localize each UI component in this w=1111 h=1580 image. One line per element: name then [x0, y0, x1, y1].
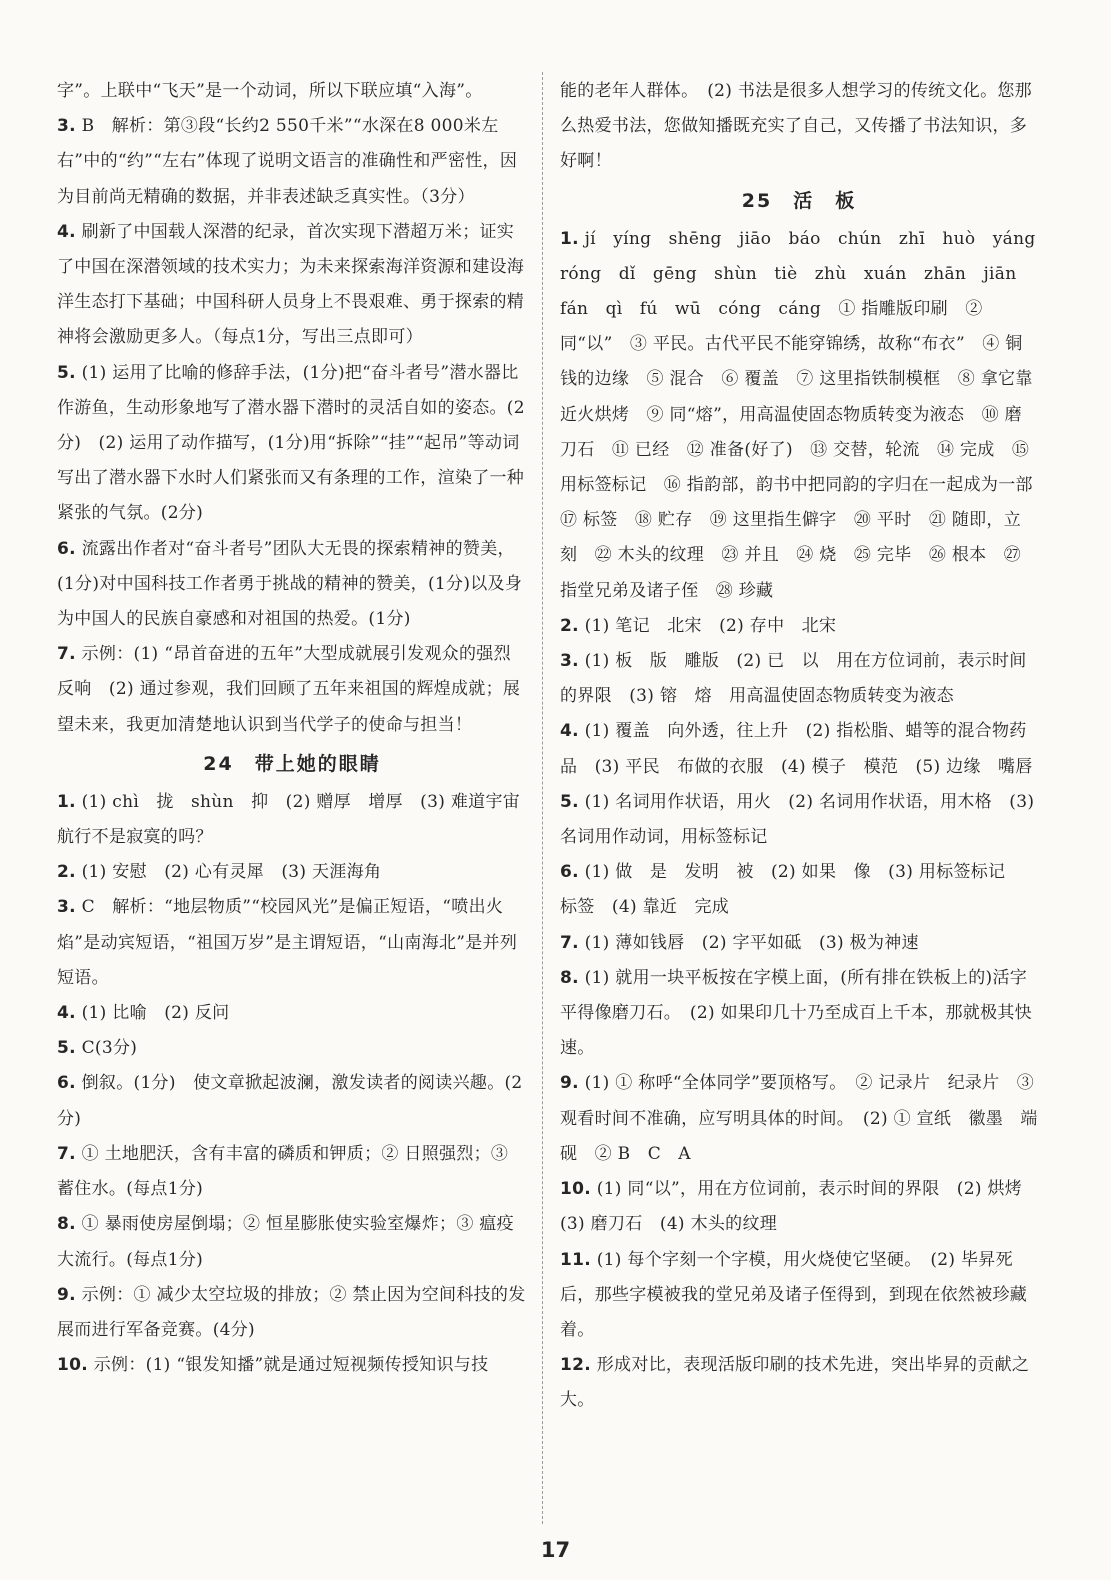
- answer-item: [57, 1348, 527, 1383]
- answer-text: 刷新了中国载人深潜的纪录，首次实现下潜超万米；证实了中国在深潜领域的技术实力；为未来探索海洋资源和建设海洋生态打下基础；中国科研人员身上不畏艰难、勇于探索的精神将会激励更多人。（每点1分，写出三点即可）: [57, 221, 525, 348]
- answer-number: 6.: [57, 538, 76, 559]
- answer-text: (1) 比喻 (2) 反问: [81, 1003, 230, 1024]
- answer-item: [57, 1066, 527, 1136]
- answer-item: [57, 1137, 527, 1207]
- answer-item: [57, 890, 527, 996]
- answer-number: 7.: [57, 1143, 76, 1164]
- section-heading: 25 活 板: [741, 189, 857, 212]
- answer-text: (1) 安慰 (2) 心有灵犀 (3) 天涯海角: [81, 862, 382, 883]
- answer-item: [57, 356, 527, 532]
- answer-text: (1) 同“以”，用在方位词前，表示时间的界限 (2) 烘烤 (3) 磨刀石 (4) 木头的纹理: [560, 1179, 1040, 1235]
- answer-text: 流露出作者对“奋斗者号”团队大无畏的探索精神的赞美，(1分)对中国科技工作者勇于挑战的精神的赞美，(1分)以及身为中国人的民族自豪感和对祖国的热爱。(1分): [57, 538, 523, 630]
- answer-item: [57, 1031, 527, 1066]
- right-column: [560, 74, 1053, 1419]
- answer-text: 字”。上联中“飞天”是一个动词，所以下联应填“入海”。: [57, 81, 483, 101]
- left-column: [57, 74, 527, 1383]
- answer-item: [560, 1348, 1038, 1418]
- answer-text: (1) 就用一块平板按在字模上面，(所有排在铁板上的)活字平得像磨刀石。 (2) 如果印几十乃至成百上千本，那就极其快速。: [560, 967, 1032, 1059]
- answer-item: [560, 785, 1038, 855]
- answer-text: 倒叙。(1分) 使文章掀起波澜，激发读者的阅读兴趣。(2分): [57, 1073, 523, 1129]
- answer-number: 4.: [57, 221, 76, 242]
- answer-text: (1) ① 称呼“全体同学”要顶格写。 ② 记录片 纪录片 ③ 观看时间不准确，应写明具体的时间。 (2) ① 宣纸 徽墨 端砚 ② B C A: [560, 1073, 1038, 1164]
- answer-text: C(3分): [81, 1038, 138, 1059]
- answer-text: ① 暴雨使房屋倒塌；② 恒星膨胀使实验室爆炸；③ 瘟疫大流行。(每点1分): [57, 1214, 514, 1270]
- answer-item: [560, 855, 1038, 925]
- answer-item: [57, 637, 527, 743]
- answer-number: 10.: [560, 1179, 592, 1200]
- answer-text: 示例：① 减少太空垃圾的排放；② 禁止因为空间科技的发展而进行军备竞赛。(4分): [57, 1284, 526, 1340]
- answer-text: 能的老年人群体。 (2) 书法是很多人想学习的传统文化。您那么热爱书法，您做知播既充实了自己，又传播了书法知识，多好啊！: [560, 81, 1032, 172]
- answer-item: [57, 532, 527, 638]
- answer-number: 1.: [57, 791, 76, 812]
- answer-number: 7.: [57, 644, 76, 665]
- answer-number: 8.: [57, 1214, 76, 1235]
- answer-number: 6.: [57, 1073, 76, 1094]
- answer-text: (1) 薄如钱唇 (2) 字平如砥 (3) 极为神速: [584, 932, 919, 953]
- answer-item: [560, 74, 1038, 180]
- answer-number: 1.: [560, 228, 579, 249]
- answer-text: jí yíng shēng jiāo báo chún zhī huò yáng róng dǐ gēng shùn tiè zhù xuán zhān jiān fán qì fú wū cóng cáng ① 指雕版印刷 ② 同“以” ③ 平民。古代平民不能穿锦绣，故称“布衣” ④ 铜钱的边缘 ⑤ 混合 ⑥ 覆盖 ⑦ 这里指铁制模框 ⑧ 拿它靠近火烘烤 ⑨ 同“熔”，用高温使固态物质转变为液态 ⑩ 磨刀石 ⑪ 已经 ⑫ 准备(好了) ⑬ 交替，轮流 ⑭ 完成 ⑮ 用标签标记 ⑯ 指韵部，韵书中把同韵的字归在一起成为一部 ⑰ 标签 ⑱ 贮存 ⑲ 这里指生僻字 ⑳ 平时 ㉑ 随即，立刻 ㉒ 木头的纹理 ㉓ 并且 ㉔ 烧 ㉕ 完毕 ㉖ 根本 ㉗ 指堂兄弟及诸子侄 ㉘ 珍藏: [560, 228, 1053, 601]
- answer-item: [57, 1278, 527, 1348]
- answer-item: [57, 215, 527, 356]
- answer-number: 11.: [560, 1249, 592, 1270]
- answer-item: [560, 1172, 1038, 1242]
- answer-number: 9.: [560, 1073, 579, 1094]
- page-number: 17: [540, 1538, 571, 1562]
- section-heading: 24 带上她的眼睛: [203, 752, 381, 775]
- answer-item: [57, 74, 527, 109]
- answer-item: [560, 222, 1053, 609]
- answer-item: [560, 714, 1038, 784]
- answer-number: 5.: [57, 362, 76, 383]
- answer-item: [57, 996, 527, 1031]
- answer-item: [560, 644, 1038, 714]
- answer-number: 4.: [560, 721, 579, 742]
- answer-text: 形成对比，表现活版印刷的技术先进，突出毕昇的贡献之大。: [560, 1355, 1030, 1411]
- answer-text: 示例：(1) “银发知播”就是通过短视频传授知识与技: [93, 1355, 489, 1376]
- answer-text: 示例：(1) “昂首奋进的五年”大型成就展引发观众的强烈反响 (2) 通过参观，我们回顾了五年来祖国的辉煌成就；展望未来，我更加清楚地认识到当代学子的使命与担当！: [57, 644, 521, 735]
- answer-number: 5.: [560, 791, 579, 812]
- answer-item: [560, 961, 1038, 1067]
- answer-number: 12.: [560, 1355, 592, 1376]
- answer-text: (1) 做 是 发明 被 (2) 如果 像 (3) 用标签标记 标签 (4) 靠近 完成: [560, 862, 1023, 918]
- answer-item: [560, 1066, 1038, 1172]
- answer-number: 2.: [560, 615, 579, 636]
- answer-number: 7.: [560, 932, 579, 953]
- answer-item: [560, 926, 1038, 961]
- answer-text: B 解析：第③段“长约2 550千米”“水深在8 000米左右”中的“约”“左右”体现了说明文语言的准确性和严密性，因为目前尚无精确的数据，并非表述缺乏真实性。（3分）: [57, 116, 518, 207]
- answer-number: 2.: [57, 862, 76, 883]
- answer-text: (1) 运用了比喻的修辞手法，(1分)把“奋斗者号”潜水器比作游鱼，生动形象地写了潜水器下潜时的灵活自如的姿态。(2分) (2) 运用了动作描写，(1分)用“拆除”“挂”“起吊”等动词写出了潜水器下水时人们紧张而又有条理的工作，渲染了一种紧张的气氛。(2分): [57, 362, 525, 524]
- answer-item: [560, 609, 1038, 644]
- answer-number: 3.: [57, 897, 76, 918]
- answer-item: [560, 1243, 1038, 1349]
- answer-number: 3.: [560, 651, 579, 672]
- answer-item: [57, 109, 527, 215]
- answer-text: (1) chì 拢 shùn 抑 (2) 赠厚 增厚 (3) 难道宇宙航行不是寂寞的吗？: [57, 791, 521, 848]
- column-divider: [542, 72, 543, 1524]
- answer-text: (1) 板 版 雕版 (2) 已 以 用在方位词前，表示时间的界限 (3) 镕 熔 用高温使固态物质转变为液态: [560, 651, 1027, 707]
- answer-number: 8.: [560, 967, 579, 988]
- answer-text: (1) 覆盖 向外透，往上升 (2) 指松脂、蜡等的混合物药品 (3) 平民 布做的衣服 (4) 模子 模范 (5) 边缘 嘴唇: [560, 721, 1033, 777]
- answer-item: [57, 855, 527, 890]
- answer-text: (1) 名词用作状语，用火 (2) 名词用作状语，用木格 (3) 名词用作动词，用标签标记: [560, 791, 1035, 848]
- answer-number: 6.: [560, 862, 579, 883]
- answer-text: (1) 每个字刻一个字模，用火烧使它坚硬。 (2) 毕昇死后，那些字模被我的堂兄弟及诸子侄得到，到现在依然被珍藏着。: [560, 1249, 1028, 1340]
- answer-number: 10.: [57, 1355, 89, 1376]
- answer-item: [57, 1207, 527, 1277]
- answer-text: (1) 笔记 北宋 (2) 存中 北宋: [584, 615, 837, 636]
- answer-item: [57, 785, 527, 855]
- answer-number: 5.: [57, 1038, 76, 1059]
- answer-text: C 解析：“地层物质”“校园风光”是偏正短语，“喷出火焰”是动宾短语，“祖国万岁”是主谓短语，“山南海北”是并列短语。: [57, 897, 518, 988]
- answer-text: ① 土地肥沃，含有丰富的磷质和钾质；② 日照强烈；③ 蓄住水。(每点1分): [57, 1143, 509, 1200]
- answer-number: 3.: [57, 116, 76, 137]
- answer-number: 4.: [57, 1003, 76, 1024]
- answer-number: 9.: [57, 1284, 76, 1305]
